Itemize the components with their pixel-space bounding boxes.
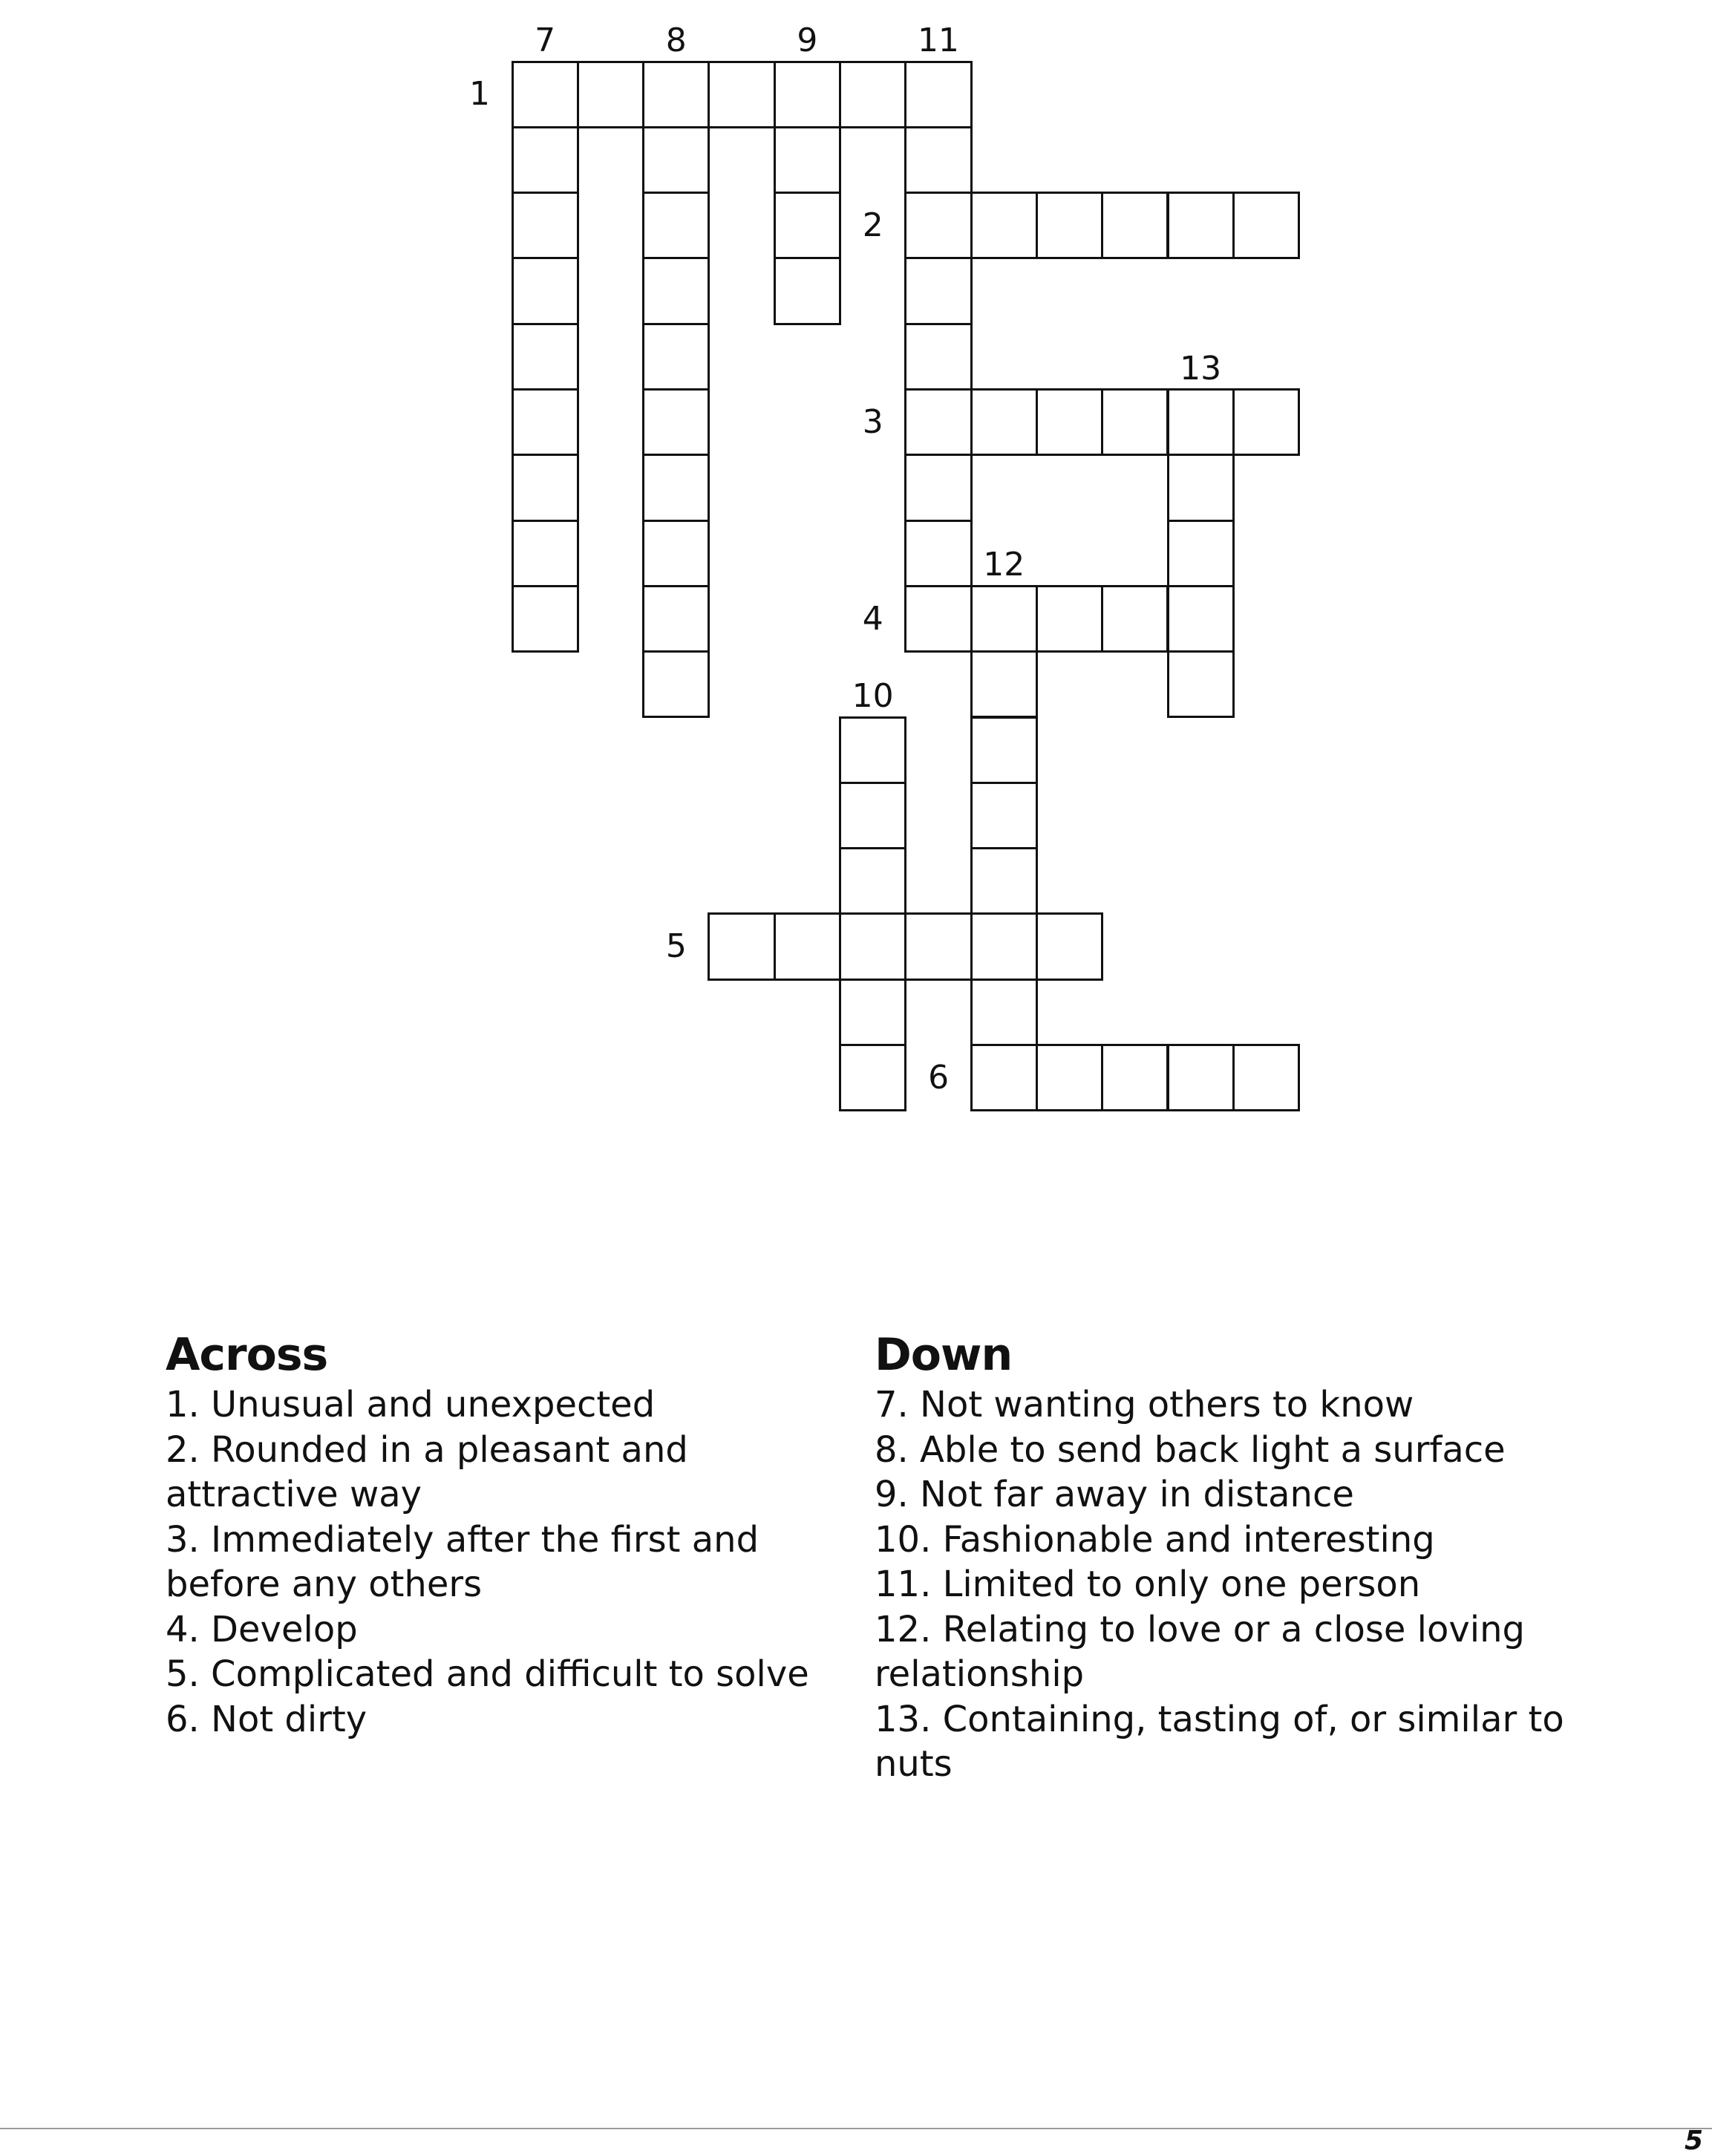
- crossword-cell[interactable]: [1232, 192, 1300, 259]
- crossword-cell[interactable]: [1167, 585, 1235, 653]
- across-clue-line: 5. Complicated and difficult to solve: [166, 1653, 809, 1695]
- down-clue-line: 12. Relating to love or a close loving: [875, 1608, 1525, 1650]
- clue-number: 6: [928, 1058, 950, 1097]
- crossword-cell[interactable]: [970, 782, 1038, 849]
- crossword-cell[interactable]: [1167, 1044, 1235, 1111]
- crossword-cell[interactable]: [904, 454, 972, 521]
- crossword-cell[interactable]: [512, 585, 579, 653]
- clue-number: 11: [917, 22, 959, 59]
- crossword-cell[interactable]: [839, 716, 906, 784]
- crossword-cell[interactable]: [708, 61, 775, 128]
- crossword-cell[interactable]: [512, 454, 579, 521]
- crossword-cell[interactable]: [1036, 912, 1103, 980]
- clue-number: 1: [469, 75, 490, 114]
- clue-number: 5: [665, 927, 687, 966]
- clue-number: 2: [862, 206, 883, 244]
- footer-divider: [0, 2128, 1712, 2129]
- crossword-cell[interactable]: [774, 912, 841, 980]
- crossword-cell[interactable]: [774, 61, 841, 128]
- crossword-cell[interactable]: [1036, 388, 1103, 456]
- clue-number: 9: [797, 22, 818, 59]
- crossword-cell[interactable]: [970, 192, 1038, 259]
- crossword-cell[interactable]: [1167, 520, 1235, 587]
- crossword-cell[interactable]: [839, 782, 906, 849]
- crossword-cell[interactable]: [642, 323, 710, 391]
- down-heading: Down: [875, 1329, 1013, 1381]
- crossword-cell[interactable]: [1101, 388, 1169, 456]
- crossword-cell[interactable]: [774, 126, 841, 194]
- down-clue-line: relationship: [875, 1653, 1085, 1695]
- crossword-cell[interactable]: [1232, 388, 1300, 456]
- crossword-cell[interactable]: [512, 126, 579, 194]
- across-clue-line: 4. Develop: [166, 1608, 358, 1650]
- down-clue-line: nuts: [875, 1743, 953, 1785]
- crossword-cell[interactable]: [1167, 192, 1235, 259]
- crossword-cell[interactable]: [970, 585, 1038, 653]
- crossword-cell[interactable]: [904, 257, 972, 324]
- down-clue-line: 11. Limited to only one person: [875, 1564, 1421, 1605]
- crossword-cell[interactable]: [904, 323, 972, 391]
- crossword-cell[interactable]: [1101, 585, 1169, 653]
- crossword-cell[interactable]: [642, 192, 710, 259]
- crossword-cell[interactable]: [970, 716, 1038, 784]
- down-clues: [875, 1329, 1602, 1787]
- crossword-cell[interactable]: [577, 61, 644, 128]
- clue-number: 10: [852, 677, 894, 715]
- clue-number: 13: [1180, 349, 1222, 388]
- crossword-cell[interactable]: [512, 257, 579, 324]
- crossword-cell[interactable]: [839, 912, 906, 980]
- crossword-cell[interactable]: [970, 847, 1038, 915]
- crossword-cell[interactable]: [642, 257, 710, 324]
- crossword-cell[interactable]: [970, 979, 1038, 1046]
- crossword-cell[interactable]: [1036, 585, 1103, 653]
- crossword-cell[interactable]: [642, 454, 710, 521]
- crossword-cell[interactable]: [970, 650, 1038, 718]
- across-clue-line: 1. Unusual and unexpected: [166, 1384, 656, 1425]
- clue-number: 12: [983, 546, 1025, 584]
- crossword-cell[interactable]: [970, 912, 1038, 980]
- crossword-cell[interactable]: [1167, 388, 1235, 456]
- crossword-cell[interactable]: [642, 585, 710, 653]
- crossword-cell[interactable]: [512, 192, 579, 259]
- crossword-cell[interactable]: [642, 61, 710, 128]
- down-clue-line: 9. Not far away in distance: [875, 1474, 1354, 1515]
- clue-number: 8: [665, 22, 687, 59]
- crossword-cell[interactable]: [642, 388, 710, 456]
- across-clue-line: 3. Immediately after the first and: [166, 1518, 759, 1561]
- clue-number: 4: [862, 599, 883, 638]
- down-clue-line: 13. Containing, tasting of, or similar to: [875, 1698, 1564, 1740]
- crossword-cell[interactable]: [1167, 454, 1235, 521]
- crossword-cell[interactable]: [512, 388, 579, 456]
- page-number: 5: [1684, 2126, 1703, 2156]
- crossword-cell[interactable]: [512, 323, 579, 391]
- crossword-cell[interactable]: [1101, 1044, 1169, 1111]
- crossword-cell[interactable]: [512, 520, 579, 587]
- crossword-cell[interactable]: [642, 650, 710, 718]
- crossword-cell[interactable]: [774, 257, 841, 324]
- crossword-cell[interactable]: [839, 979, 906, 1046]
- crossword-cell[interactable]: [642, 520, 710, 587]
- clue-number: 7: [535, 22, 556, 59]
- crossword-cell[interactable]: [1232, 1044, 1300, 1111]
- crossword-cell[interactable]: [839, 61, 906, 128]
- clue-number: 3: [862, 402, 883, 441]
- across-clue-line: before any others: [166, 1564, 483, 1605]
- across-clue-line: 6. Not dirty: [166, 1698, 367, 1740]
- down-clue-line: 8. Able to send back light a surface: [875, 1428, 1506, 1471]
- crossword-cell[interactable]: [970, 388, 1038, 456]
- across-heading: Across: [166, 1329, 328, 1381]
- crossword-cell[interactable]: [1101, 192, 1169, 259]
- across-clue-line: 2. Rounded in a pleasant and: [166, 1428, 688, 1471]
- across-clues: [166, 1329, 834, 1742]
- down-clue-line: 7. Not wanting others to know: [875, 1384, 1414, 1425]
- crossword-cell[interactable]: [904, 126, 972, 194]
- crossword-cell[interactable]: [1036, 1044, 1103, 1111]
- crossword-cell[interactable]: [904, 61, 972, 128]
- crossword-cell[interactable]: [642, 126, 710, 194]
- crossword-cell[interactable]: [1167, 650, 1235, 718]
- crossword-cell[interactable]: [839, 847, 906, 915]
- across-clue-line: attractive way: [166, 1474, 422, 1515]
- crossword-cell[interactable]: [904, 912, 972, 980]
- down-clue-line: 10. Fashionable and interesting: [875, 1518, 1435, 1561]
- crossword-cell[interactable]: [1036, 192, 1103, 259]
